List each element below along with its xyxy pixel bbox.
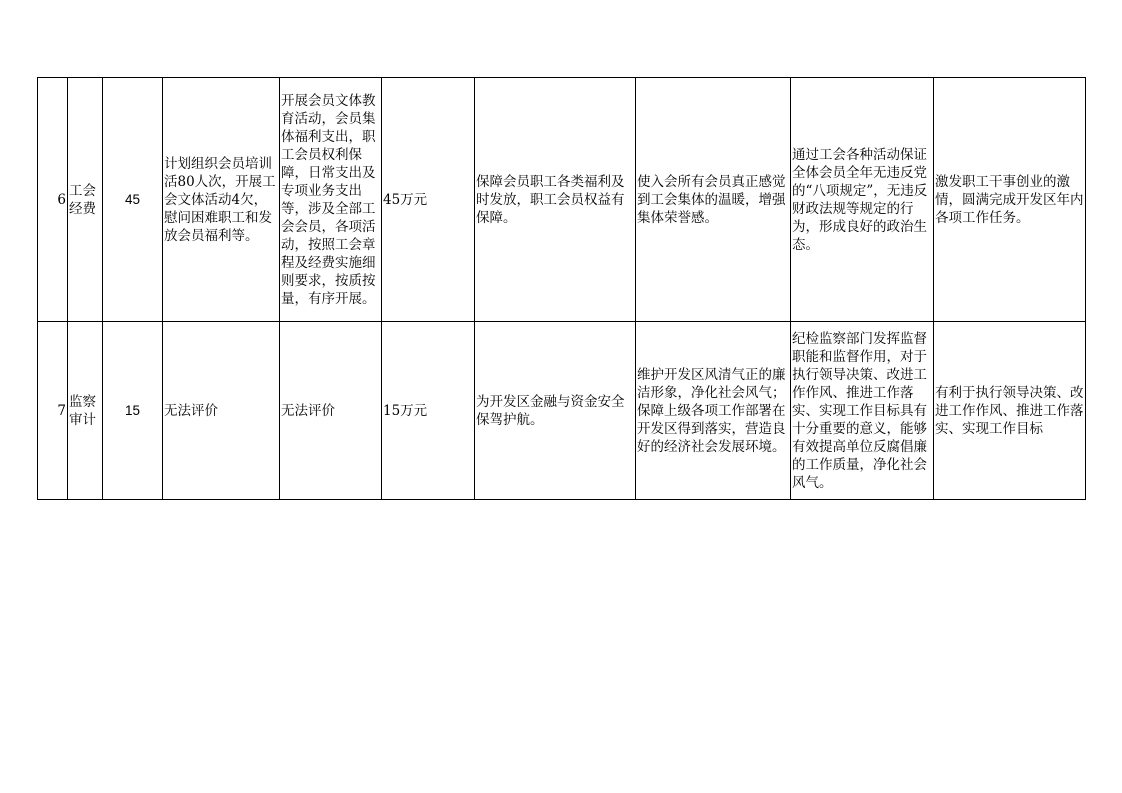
item-plan: 计划组织会员培训活80人次，开展工会文体活动4欠，慰问困难职工和发放会员福利等。: [163, 78, 280, 322]
row-number: 6: [38, 78, 68, 322]
item-effect-social: 保障会员职工各类福利及时发放，职工会员权益有保障。: [475, 78, 636, 322]
table-row: [38, 322, 1086, 500]
performance-table: [37, 77, 1086, 500]
table-row: [38, 78, 1086, 322]
item-effect-member: 使入会所有会员真正感觉到工会集体的温暖，增强集体荣誉感。: [636, 78, 791, 322]
item-effect-political: 通过工会各种活动保证全体会员全年无违反党的“八项规定”，无违反财政法规等规定的行为，形成良好的政治生态。: [791, 78, 934, 322]
item-name: 工会经费: [68, 78, 103, 322]
item-effect-member: 维护开发区风清气正的廉洁形象，净化社会风气；保障上级各项工作部署在开发区得到落实，营造良好的经济社会发展环境。: [636, 322, 791, 500]
item-amount: 45万元: [382, 78, 475, 322]
row-number: 7: [38, 322, 68, 500]
item-scope: 无法评价: [280, 322, 382, 500]
item-plan: 无法评价: [163, 322, 280, 500]
item-effect-social: 为开发区金融与资金安全保驾护航。: [475, 322, 636, 500]
item-score: 15: [103, 322, 163, 500]
item-effect-sustain: 有利于执行领导决策、改进工作作风、推进工作落实、实现工作目标: [934, 322, 1086, 500]
item-name: 监察审计: [68, 322, 103, 500]
item-scope: 开展会员文体教育活动，会员集体福利支出，职工会员权利保障，日常支出及专项业务支出等，涉及全部工会会员，各项活动，按照工会章程及经费实施细则要求，按质按量，有序开展。: [280, 78, 382, 322]
item-amount: 15万元: [382, 322, 475, 500]
item-effect-political: 纪检监察部门发挥监督职能和监督作用，对于执行领导决策、改进工作作风、推进工作落实、实现工作目标具有十分重要的意义，能够有效提高单位反腐倡廉的工作质量，净化社会风气。: [791, 322, 934, 500]
item-effect-sustain: 激发职工干事创业的激情，圆满完成开发区年内各项工作任务。: [934, 78, 1086, 322]
item-score: 45: [103, 78, 163, 322]
